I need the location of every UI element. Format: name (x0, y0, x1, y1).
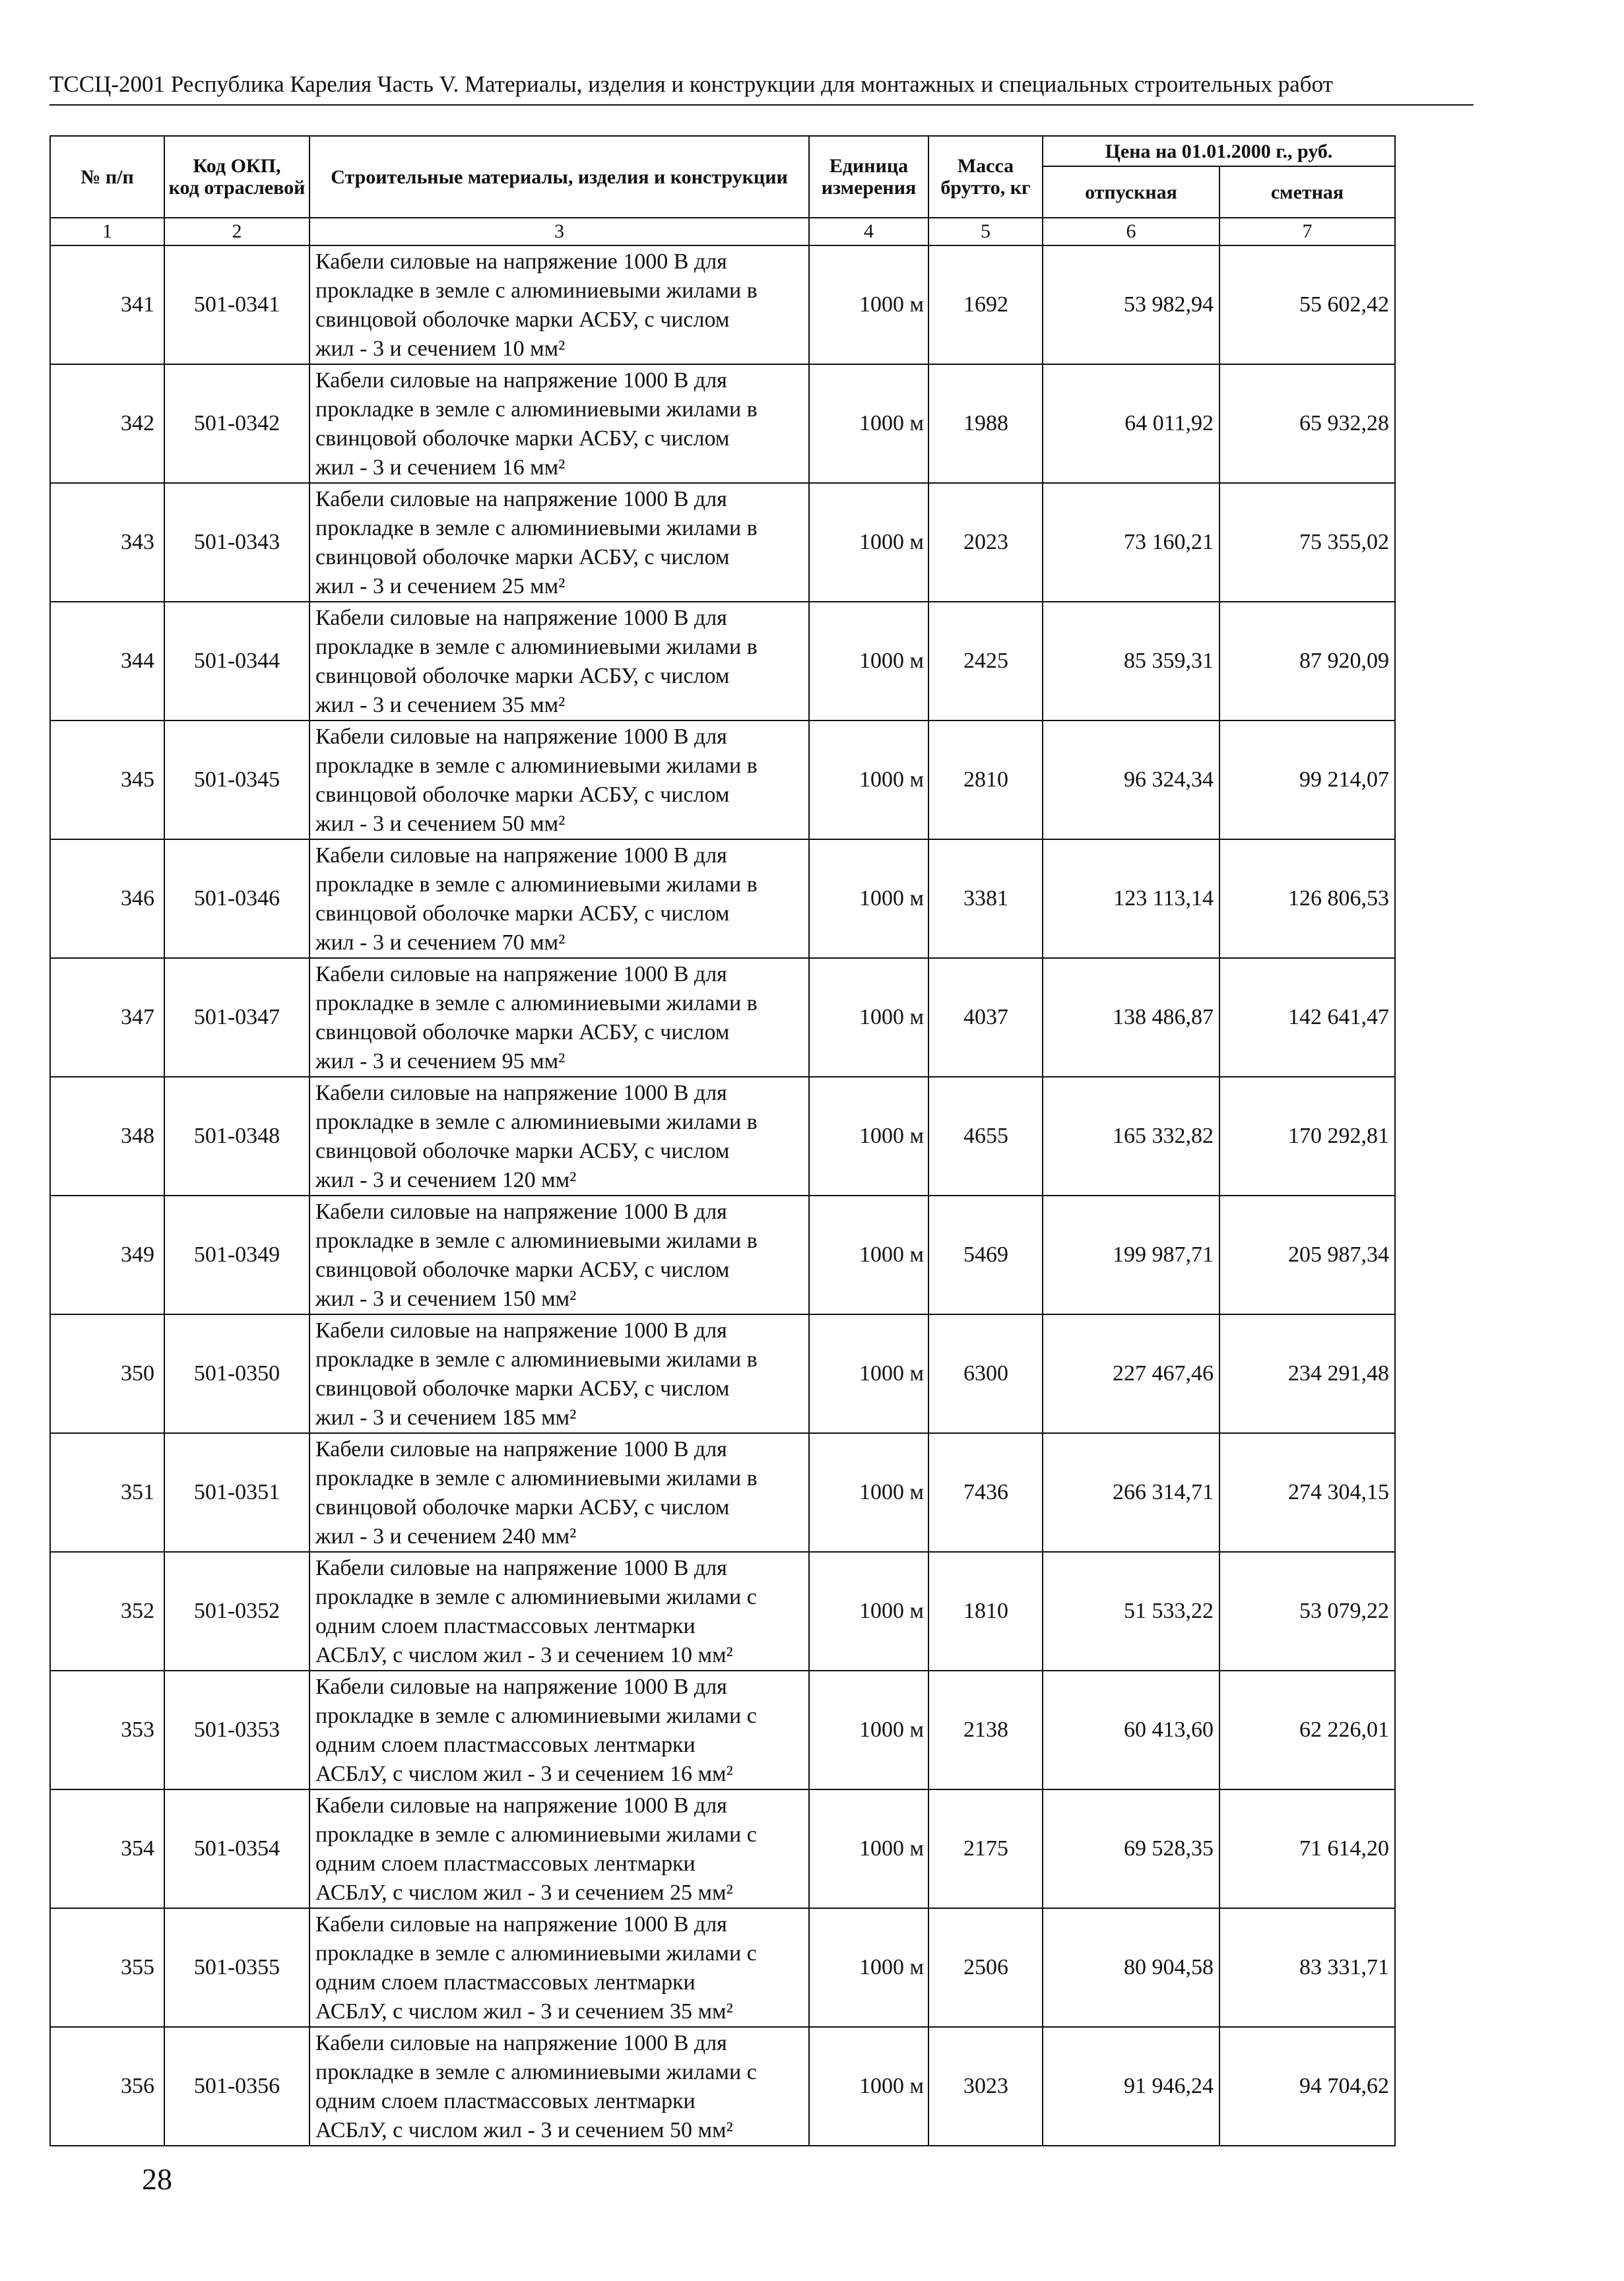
row-price-estimate: 99 214,07 (1219, 721, 1395, 839)
col-header-okp-code-bottom: код отраслевой (168, 177, 306, 199)
row-mass: 2425 (928, 602, 1043, 721)
row-description (309, 1789, 809, 1908)
row-unit: 1000 м (809, 839, 928, 958)
row-description-line: Кабели силовые на напряжение 1000 В для (315, 1793, 727, 1818)
running-header: ТССЦ-2001 Республика Карелия Часть V. Материалы, изделия и конструкции для монтажных и специальных строительных работ (49, 71, 1333, 97)
row-description-line: жил - 3 и сечением 50 мм² (315, 812, 566, 836)
row-description-line: свинцовой оболочке марки АСБУ, с числом (315, 1376, 730, 1401)
row-description-line: Кабели силовые на напряжение 1000 В для (315, 1912, 727, 1937)
row-description (309, 1314, 809, 1433)
table-row (50, 1671, 1395, 1789)
price-table (49, 135, 1396, 2146)
row-description-line: прокладке в земле с алюминиевыми жилами с (315, 2060, 757, 2084)
row-price-estimate: 62 226,01 (1219, 1671, 1395, 1789)
row-price-estimate: 71 614,20 (1219, 1789, 1395, 1908)
row-number: 351 (50, 1433, 164, 1552)
row-number: 354 (50, 1789, 164, 1908)
row-okp-code: 501-0348 (164, 1077, 309, 1196)
row-description-line: прокладке в земле с алюминиевыми жилами в (315, 1229, 758, 1253)
row-number: 352 (50, 1552, 164, 1671)
row-description-line: Кабели силовые на напряжение 1000 В для (315, 1437, 727, 1462)
row-description-line: свинцовой оболочке марки АСБУ, с числом (315, 1258, 730, 1282)
row-number: 356 (50, 2027, 164, 2146)
row-unit: 1000 м (809, 958, 928, 1077)
row-okp-code: 501-0353 (164, 1671, 309, 1789)
row-description-line: Кабели силовые на напряжение 1000 В для (315, 2031, 727, 2055)
row-description-line: жил - 3 и сечением 70 мм² (315, 930, 566, 955)
row-okp-code: 501-0341 (164, 245, 309, 364)
row-description-line: Кабели силовые на напряжение 1000 В для (315, 1675, 727, 1699)
row-description-line: прокладке в земле с алюминиевыми жилами в (315, 872, 758, 897)
row-unit: 1000 м (809, 1671, 928, 1789)
row-mass: 2810 (928, 721, 1043, 839)
table-row (50, 1196, 1395, 1314)
row-description-line: Кабели силовые на напряжение 1000 В для (315, 724, 727, 749)
row-price-release: 96 324,34 (1043, 721, 1219, 839)
row-description-line: прокладке в земле с алюминиевыми жилами в (315, 1110, 758, 1134)
row-description-line: прокладке в земле с алюминиевыми жилами с (315, 1822, 757, 1847)
row-okp-code: 501-0343 (164, 483, 309, 602)
row-price-release: 69 528,35 (1043, 1789, 1219, 1908)
row-number: 346 (50, 839, 164, 958)
table-row (50, 1314, 1395, 1433)
row-description-line: жил - 3 и сечением 25 мм² (315, 574, 566, 598)
row-price-release: 64 011,92 (1043, 364, 1219, 483)
row-unit: 1000 м (809, 1314, 928, 1433)
table-body (50, 245, 1395, 2146)
row-okp-code: 501-0347 (164, 958, 309, 1077)
table-row (50, 839, 1395, 958)
row-description (309, 364, 809, 483)
col-header-okp-code (164, 136, 309, 218)
row-description-line: одним слоем пластмассовых лентмарки (315, 1851, 696, 1876)
row-description-line: жил - 3 и сечением 240 мм² (315, 1524, 577, 1549)
row-description (309, 245, 809, 364)
row-description-line: свинцовой оболочке марки АСБУ, с числом (315, 664, 730, 688)
column-number: 2 (164, 218, 309, 245)
row-price-release: 138 486,87 (1043, 958, 1219, 1077)
row-description-line: АСБлУ, с числом жил - 3 и сечением 35 мм² (315, 1999, 733, 2024)
row-description-line: свинцовой оболочке марки АСБУ, с числом (315, 1020, 730, 1044)
row-description-line: одним слоем пластмассовых лентмарки (315, 1614, 696, 1638)
row-number: 342 (50, 364, 164, 483)
row-mass: 2175 (928, 1789, 1043, 1908)
row-price-release: 85 359,31 (1043, 602, 1219, 721)
row-mass: 5469 (928, 1196, 1043, 1314)
row-mass: 3381 (928, 839, 1043, 958)
row-unit: 1000 м (809, 1552, 928, 1671)
column-number: 4 (809, 218, 928, 245)
row-description-line: свинцовой оболочке марки АСБУ, с числом (315, 307, 730, 332)
row-description-line: свинцовой оболочке марки АСБУ, с числом (315, 426, 730, 451)
row-description-line: Кабели силовые на напряжение 1000 В для (315, 1556, 727, 1580)
row-okp-code: 501-0346 (164, 839, 309, 958)
row-description-line: жил - 3 и сечением 95 мм² (315, 1049, 566, 1074)
col-header-price-group: Цена на 01.01.2000 г., руб. (1043, 136, 1395, 166)
table-row (50, 1433, 1395, 1552)
row-number: 345 (50, 721, 164, 839)
row-price-release: 53 982,94 (1043, 245, 1219, 364)
row-price-estimate: 170 292,81 (1219, 1077, 1395, 1196)
row-mass: 1692 (928, 245, 1043, 364)
row-description-line: Кабели силовые на напряжение 1000 В для (315, 962, 727, 986)
row-description-line: свинцовой оболочке марки АСБУ, с числом (315, 545, 730, 569)
table-row (50, 2027, 1395, 2146)
row-description (309, 1196, 809, 1314)
header-rule (49, 104, 1474, 106)
row-okp-code: 501-0345 (164, 721, 309, 839)
row-number: 343 (50, 483, 164, 602)
row-price-release: 80 904,58 (1043, 1908, 1219, 2027)
row-okp-code: 501-0352 (164, 1552, 309, 1671)
row-okp-code: 501-0349 (164, 1196, 309, 1314)
col-header-num: № п/п (50, 136, 164, 218)
row-description-line: прокладке в земле с алюминиевыми жилами в (315, 635, 758, 659)
row-description (309, 2027, 809, 2146)
row-price-release: 73 160,21 (1043, 483, 1219, 602)
row-price-estimate: 53 079,22 (1219, 1552, 1395, 1671)
row-price-estimate: 83 331,71 (1219, 1908, 1395, 2027)
column-number: 5 (928, 218, 1043, 245)
row-number: 347 (50, 958, 164, 1077)
row-description-line: свинцовой оболочке марки АСБУ, с числом (315, 1495, 730, 1520)
row-okp-code: 501-0355 (164, 1908, 309, 2027)
row-description-line: прокладке в земле с алюминиевыми жилами в (315, 516, 758, 540)
row-unit: 1000 м (809, 1077, 928, 1196)
row-description-line: Кабели силовые на напряжение 1000 В для (315, 249, 727, 274)
table-row (50, 364, 1395, 483)
row-number: 348 (50, 1077, 164, 1196)
row-description-line: Кабели силовые на напряжение 1000 В для (315, 606, 727, 630)
row-price-release: 266 314,71 (1043, 1433, 1219, 1552)
row-price-estimate: 142 641,47 (1219, 958, 1395, 1077)
column-number: 6 (1043, 218, 1219, 245)
row-unit: 1000 м (809, 364, 928, 483)
row-description-line: одним слоем пластмассовых лентмарки (315, 2089, 696, 2113)
row-description-line: прокладке в земле с алюминиевыми жилами с (315, 1585, 757, 1609)
column-number: 1 (50, 218, 164, 245)
row-description-line: АСБлУ, с числом жил - 3 и сечением 25 мм² (315, 1880, 733, 1905)
row-description (309, 483, 809, 602)
row-unit: 1000 м (809, 245, 928, 364)
column-number-row (50, 218, 1395, 245)
row-description (309, 1908, 809, 2027)
col-header-unit: Единица измерения (809, 136, 928, 218)
row-description-line: АСБлУ, с числом жил - 3 и сечением 16 мм² (315, 1762, 733, 1786)
row-description-line: прокладке в земле с алюминиевыми жилами в (315, 397, 758, 422)
row-price-estimate: 65 932,28 (1219, 364, 1395, 483)
row-mass: 7436 (928, 1433, 1043, 1552)
table-row (50, 245, 1395, 364)
row-description-line: прокладке в земле с алюминиевыми жилами в (315, 1347, 758, 1372)
row-description-line: жил - 3 и сечением 35 мм² (315, 693, 566, 717)
row-price-release: 51 533,22 (1043, 1552, 1219, 1671)
row-description (309, 1433, 809, 1552)
row-description (309, 602, 809, 721)
row-price-estimate: 75 355,02 (1219, 483, 1395, 602)
row-mass: 1810 (928, 1552, 1043, 1671)
row-okp-code: 501-0356 (164, 2027, 309, 2146)
table-row (50, 1908, 1395, 2027)
row-description-line: Кабели силовые на напряжение 1000 В для (315, 487, 727, 511)
row-description-line: АСБлУ, с числом жил - 3 и сечением 10 мм² (315, 1643, 733, 1667)
row-unit: 1000 м (809, 602, 928, 721)
row-description-line: жил - 3 и сечением 150 мм² (315, 1287, 577, 1311)
row-price-estimate: 205 987,34 (1219, 1196, 1395, 1314)
row-description-line: жил - 3 и сечением 185 мм² (315, 1405, 577, 1430)
row-description (309, 1552, 809, 1671)
row-description-line: Кабели силовые на напряжение 1000 В для (315, 1081, 727, 1105)
row-number: 349 (50, 1196, 164, 1314)
table-row (50, 721, 1395, 839)
row-unit: 1000 м (809, 1433, 928, 1552)
row-okp-code: 501-0354 (164, 1789, 309, 1908)
row-unit: 1000 м (809, 1789, 928, 1908)
row-description-line: Кабели силовые на напряжение 1000 В для (315, 1200, 727, 1224)
row-price-estimate: 234 291,48 (1219, 1314, 1395, 1433)
col-header-price-release: отпускная (1043, 166, 1219, 218)
table-row (50, 483, 1395, 602)
column-number: 3 (309, 218, 809, 245)
row-price-estimate: 126 806,53 (1219, 839, 1395, 958)
page-number: 28 (142, 2162, 172, 2196)
row-mass: 4037 (928, 958, 1043, 1077)
table-row (50, 1789, 1395, 1908)
row-description-line: Кабели силовые на напряжение 1000 В для (315, 1318, 727, 1343)
row-number: 341 (50, 245, 164, 364)
table-row (50, 1552, 1395, 1671)
row-mass: 2506 (928, 1908, 1043, 2027)
col-header-mass: Масса брутто, кг (928, 136, 1043, 218)
row-mass: 1988 (928, 364, 1043, 483)
row-description-line: Кабели силовые на напряжение 1000 В для (315, 368, 727, 393)
row-price-release: 199 987,71 (1043, 1196, 1219, 1314)
row-description-line: Кабели силовые на напряжение 1000 В для (315, 843, 727, 868)
row-description-line: свинцовой оболочке марки АСБУ, с числом (315, 1139, 730, 1163)
row-description-line: прокладке в земле с алюминиевыми жилами с (315, 1704, 757, 1728)
row-description-line: жил - 3 и сечением 120 мм² (315, 1168, 577, 1192)
row-unit: 1000 м (809, 2027, 928, 2146)
row-okp-code: 501-0351 (164, 1433, 309, 1552)
row-description (309, 1671, 809, 1789)
row-number: 344 (50, 602, 164, 721)
row-price-release: 60 413,60 (1043, 1671, 1219, 1789)
row-description (309, 839, 809, 958)
row-mass: 3023 (928, 2027, 1043, 2146)
row-description-line: одним слоем пластмассовых лентмарки (315, 1970, 696, 1995)
row-mass: 6300 (928, 1314, 1043, 1433)
row-description-line: жил - 3 и сечением 16 мм² (315, 455, 566, 480)
row-okp-code: 501-0344 (164, 602, 309, 721)
row-description-line: одним слоем пластмассовых лентмарки (315, 1733, 696, 1757)
row-mass: 2138 (928, 1671, 1043, 1789)
row-description (309, 721, 809, 839)
row-number: 350 (50, 1314, 164, 1433)
row-price-release: 165 332,82 (1043, 1077, 1219, 1196)
row-price-estimate: 274 304,15 (1219, 1433, 1395, 1552)
row-mass: 2023 (928, 483, 1043, 602)
row-unit: 1000 м (809, 483, 928, 602)
col-header-okp-code-top: Код ОКП, (193, 155, 281, 177)
col-header-price-estimate: сметная (1219, 166, 1395, 218)
row-description-line: свинцовой оболочке марки АСБУ, с числом (315, 901, 730, 926)
row-okp-code: 501-0342 (164, 364, 309, 483)
col-header-name: Строительные материалы, изделия и конструкции (309, 136, 809, 218)
row-unit: 1000 м (809, 1908, 928, 2027)
row-mass: 4655 (928, 1077, 1043, 1196)
table-row (50, 958, 1395, 1077)
row-price-release: 123 113,14 (1043, 839, 1219, 958)
row-description-line: прокладке в земле с алюминиевыми жилами в (315, 991, 758, 1015)
row-price-estimate: 87 920,09 (1219, 602, 1395, 721)
row-price-release: 91 946,24 (1043, 2027, 1219, 2146)
row-description-line: прокладке в земле с алюминиевыми жилами с (315, 1941, 757, 1966)
row-price-release: 227 467,46 (1043, 1314, 1219, 1433)
row-description-line: свинцовой оболочке марки АСБУ, с числом (315, 783, 730, 807)
row-unit: 1000 м (809, 1196, 928, 1314)
row-number: 355 (50, 1908, 164, 2027)
row-description-line: жил - 3 и сечением 10 мм² (315, 337, 566, 361)
column-number: 7 (1219, 218, 1395, 245)
row-number: 353 (50, 1671, 164, 1789)
table-row (50, 602, 1395, 721)
row-description-line: прокладке в земле с алюминиевыми жилами в (315, 1466, 758, 1491)
row-description-line: прокладке в земле с алюминиевыми жилами в (315, 278, 758, 303)
row-description (309, 958, 809, 1077)
row-price-estimate: 55 602,42 (1219, 245, 1395, 364)
row-price-estimate: 94 704,62 (1219, 2027, 1395, 2146)
header-row-1 (50, 136, 1395, 166)
row-description (309, 1077, 809, 1196)
row-okp-code: 501-0350 (164, 1314, 309, 1433)
row-description-line: АСБлУ, с числом жил - 3 и сечением 50 мм² (315, 2118, 733, 2142)
row-description-line: прокладке в земле с алюминиевыми жилами в (315, 754, 758, 778)
table-row (50, 1077, 1395, 1196)
row-unit: 1000 м (809, 721, 928, 839)
